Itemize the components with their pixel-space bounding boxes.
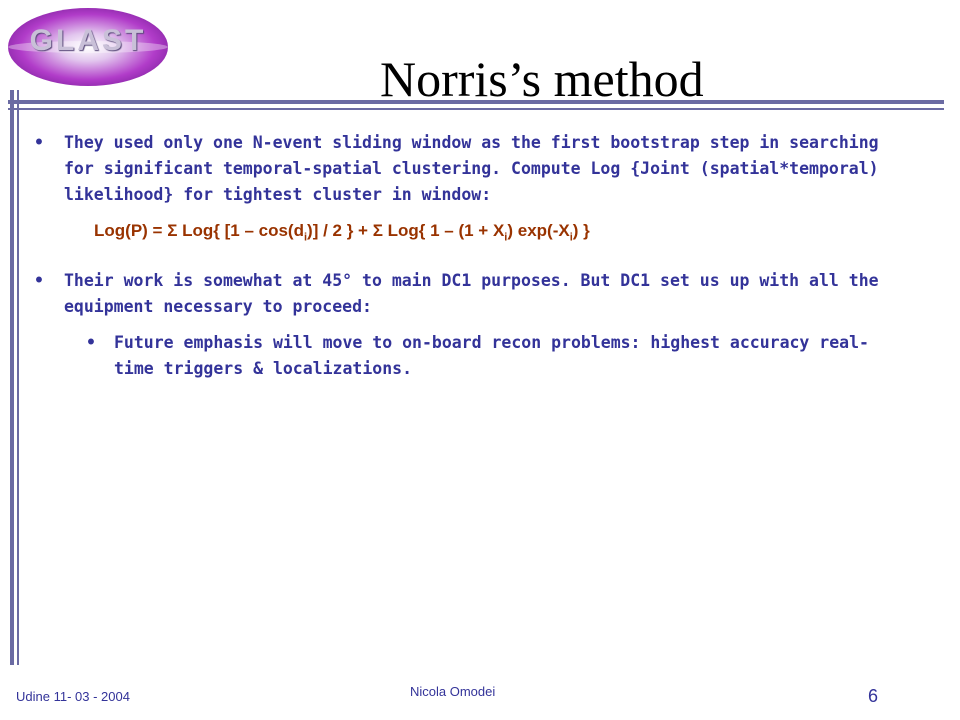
bullet-1-text: They used only one N-event sliding window as the first bootstrap step in searching for significant temporal-spatial clustering. Compute Log {Joint (spatial*temporal) likelihood} for tightest cluster in window: [64, 133, 879, 204]
bullet-dot: • [34, 271, 44, 291]
footer-date: Udine 11- 03 - 2004 [16, 689, 130, 704]
bullet-1 [34, 130, 894, 208]
page-number: 6 [868, 686, 879, 706]
bullet-2-text: Their work is somewhat at 45° to main DC1 purposes. But DC1 set us up with all the equipment necessary to proceed: [64, 271, 879, 317]
sub-bullet-dot: • [86, 333, 96, 353]
formula-part-1: Log(P) = Σ Log{ [1 – cos(d [94, 221, 304, 240]
sub-bullet-1 [34, 330, 894, 382]
slide-title: Norris’s method [380, 51, 704, 107]
formula-sub-3: i [569, 231, 573, 244]
left-bar-thin [17, 90, 19, 665]
bullet-dot: • [34, 133, 44, 152]
formula-sub-2: i [504, 231, 508, 244]
formula-part-2: )] / 2 } + Σ Log{ 1 – (1 + X [307, 221, 505, 240]
formula-part-3: ) exp(-X [507, 221, 570, 240]
bullet-2 [34, 268, 894, 320]
logo-text: GLAST [29, 24, 147, 57]
title-rule-thin [8, 108, 944, 110]
sub-bullet-1-text: Future emphasis will move to on-board recon problems: highest accuracy real-time triggers & localizations. [114, 333, 869, 379]
formula-sub-1: i [303, 231, 308, 244]
slide-content [34, 130, 894, 382]
footer-author: Nicola Omodei [410, 684, 496, 699]
likelihood-formula [94, 218, 894, 250]
formula-part-4: ) } [572, 221, 590, 240]
left-bar [10, 90, 14, 665]
